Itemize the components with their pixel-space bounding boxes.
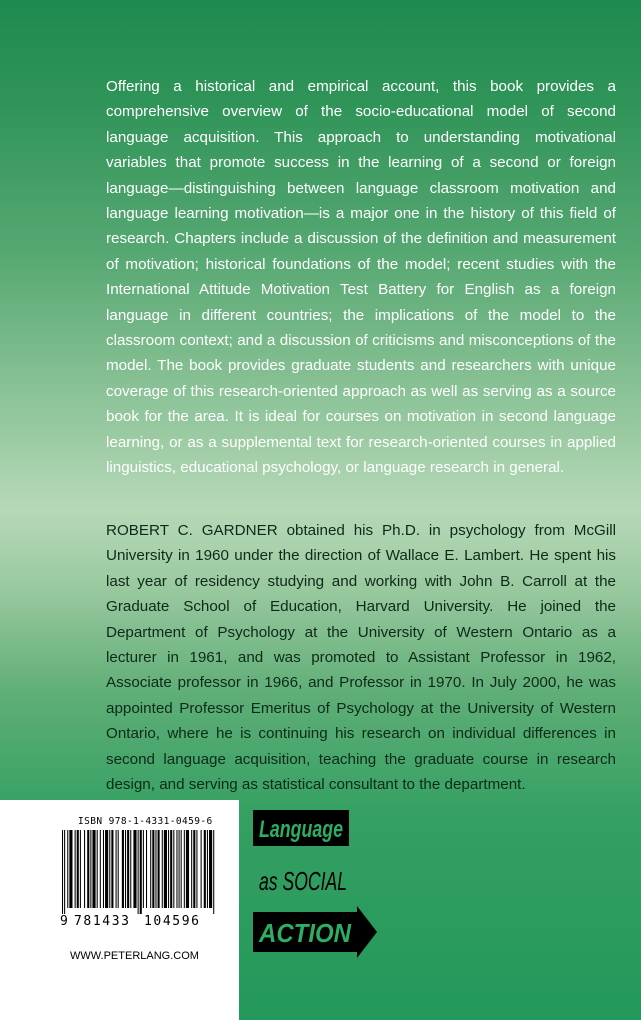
barcode-bar (90, 830, 91, 908)
logo-line1: Language (259, 816, 343, 843)
barcode-bar (179, 830, 180, 908)
barcode-bar (92, 830, 95, 908)
barcode-bar (158, 830, 160, 908)
barcode-bar (207, 830, 208, 908)
logo-line2: as SOCIAL (259, 866, 347, 896)
barcode-bar (69, 830, 72, 908)
barcode-bar (100, 830, 101, 908)
book-description: Offering a historical and empirical account, this book provides a comprehensive overview of the socio-educational model of second language acquisition. This approach to understanding motivational variables that promote success in the learning of a second or foreign language—distinguishing between language classroom motivation and language learning motivation—is a major one in the history of this field of research. Chapters include a discussion of the definition and measurement of motivation; historical foundations of the model; recent studies with the International Attitude Motivation Test Battery for English as a foreign language in different countries; the implications of the model to the classroom context; and a discussion of criticisms and misconceptions of the model. The book provides graduate students and researchers with unique coverage of this research-oriented approach as well as serving as a source book for the area. It is ideal for courses on motivation in second language learning, or as a supplemental text for research-oriented courses in applied linguistics, educational psychology, or language research in general. (106, 78, 616, 477)
barcode-bar (204, 830, 206, 908)
barcode-bar (140, 830, 142, 914)
barcode-bar (97, 830, 98, 908)
logo-line3: ACTION (258, 918, 353, 948)
barcode-bar (170, 830, 172, 908)
barcode-bar (125, 830, 126, 908)
barcode-bar (116, 830, 117, 908)
barcode-bar (67, 830, 68, 908)
barcode-bar (196, 830, 197, 908)
barcode-bar (77, 830, 79, 908)
series-logo (253, 810, 383, 960)
barcode-bar (213, 830, 214, 914)
barcode-panel (0, 800, 239, 1020)
barcode-bar (143, 830, 144, 908)
barcode-bar (155, 830, 156, 908)
barcode-bar (130, 830, 131, 908)
barcode-bar (186, 830, 189, 908)
barcode-bar (111, 830, 113, 908)
barcode-bar (118, 830, 119, 908)
barcode-bar (105, 830, 108, 908)
barcode-bar (168, 830, 169, 908)
barcode-bar (75, 830, 76, 908)
barcode-bar (152, 830, 154, 908)
barcode-bar (164, 830, 167, 908)
barcode-bar (201, 830, 202, 908)
barcode-bar (173, 830, 174, 908)
barcode-bar (191, 830, 192, 908)
barcode-icon (62, 830, 220, 914)
author-bio: ROBERT C. GARDNER obtained his Ph.D. in psychology from McGill University in 1960 under the direction of Wallace E. Lambert. He spent his last year of residency studying and working with John B. Carroll at the Graduate School of Education, Harvard University. He joined the Department of Psychology at the University of Western Ontario as a lecturer in 1961, and was promoted to Assistant Professor in 1962, Associate professor in 1966, and Professor in 1970. In July 2000, he was appointed Professor Emeritus of Psychology at the University of Western Ontario, where he is continuing his research on individual differences in second language acquisition, teaching the graduate course in research design, and serving as statistical consultant to the department. (106, 522, 616, 794)
barcode-bar (62, 830, 63, 914)
barcode-bar (193, 830, 195, 908)
barcode-bar (162, 830, 163, 908)
barcode-bar (133, 830, 136, 908)
barcode-bar (122, 830, 124, 908)
barcode-bar (80, 830, 81, 908)
isbn-label: ISBN 978-1-4331-0459-6 (78, 816, 213, 827)
publisher-website: WWW.PETERLANG.COM (70, 950, 199, 962)
barcode-bar (146, 830, 147, 908)
isbn-digit-lead: 9 (60, 914, 70, 929)
barcode-bar (181, 830, 182, 908)
barcode-bar (150, 830, 151, 908)
isbn-digits-group2: 104596 (144, 914, 201, 929)
barcode-bar (184, 830, 185, 908)
isbn-digits-group1: 781433 (74, 914, 131, 929)
barcode-bar (109, 830, 110, 908)
barcode-bar (64, 830, 65, 914)
barcode-bar (209, 830, 212, 908)
barcode-bar (103, 830, 104, 908)
barcode-bar (176, 830, 177, 908)
barcode-bar (87, 830, 89, 908)
barcode-bar (138, 830, 139, 914)
barcode-bar (127, 830, 129, 908)
barcode-bar (84, 830, 85, 908)
